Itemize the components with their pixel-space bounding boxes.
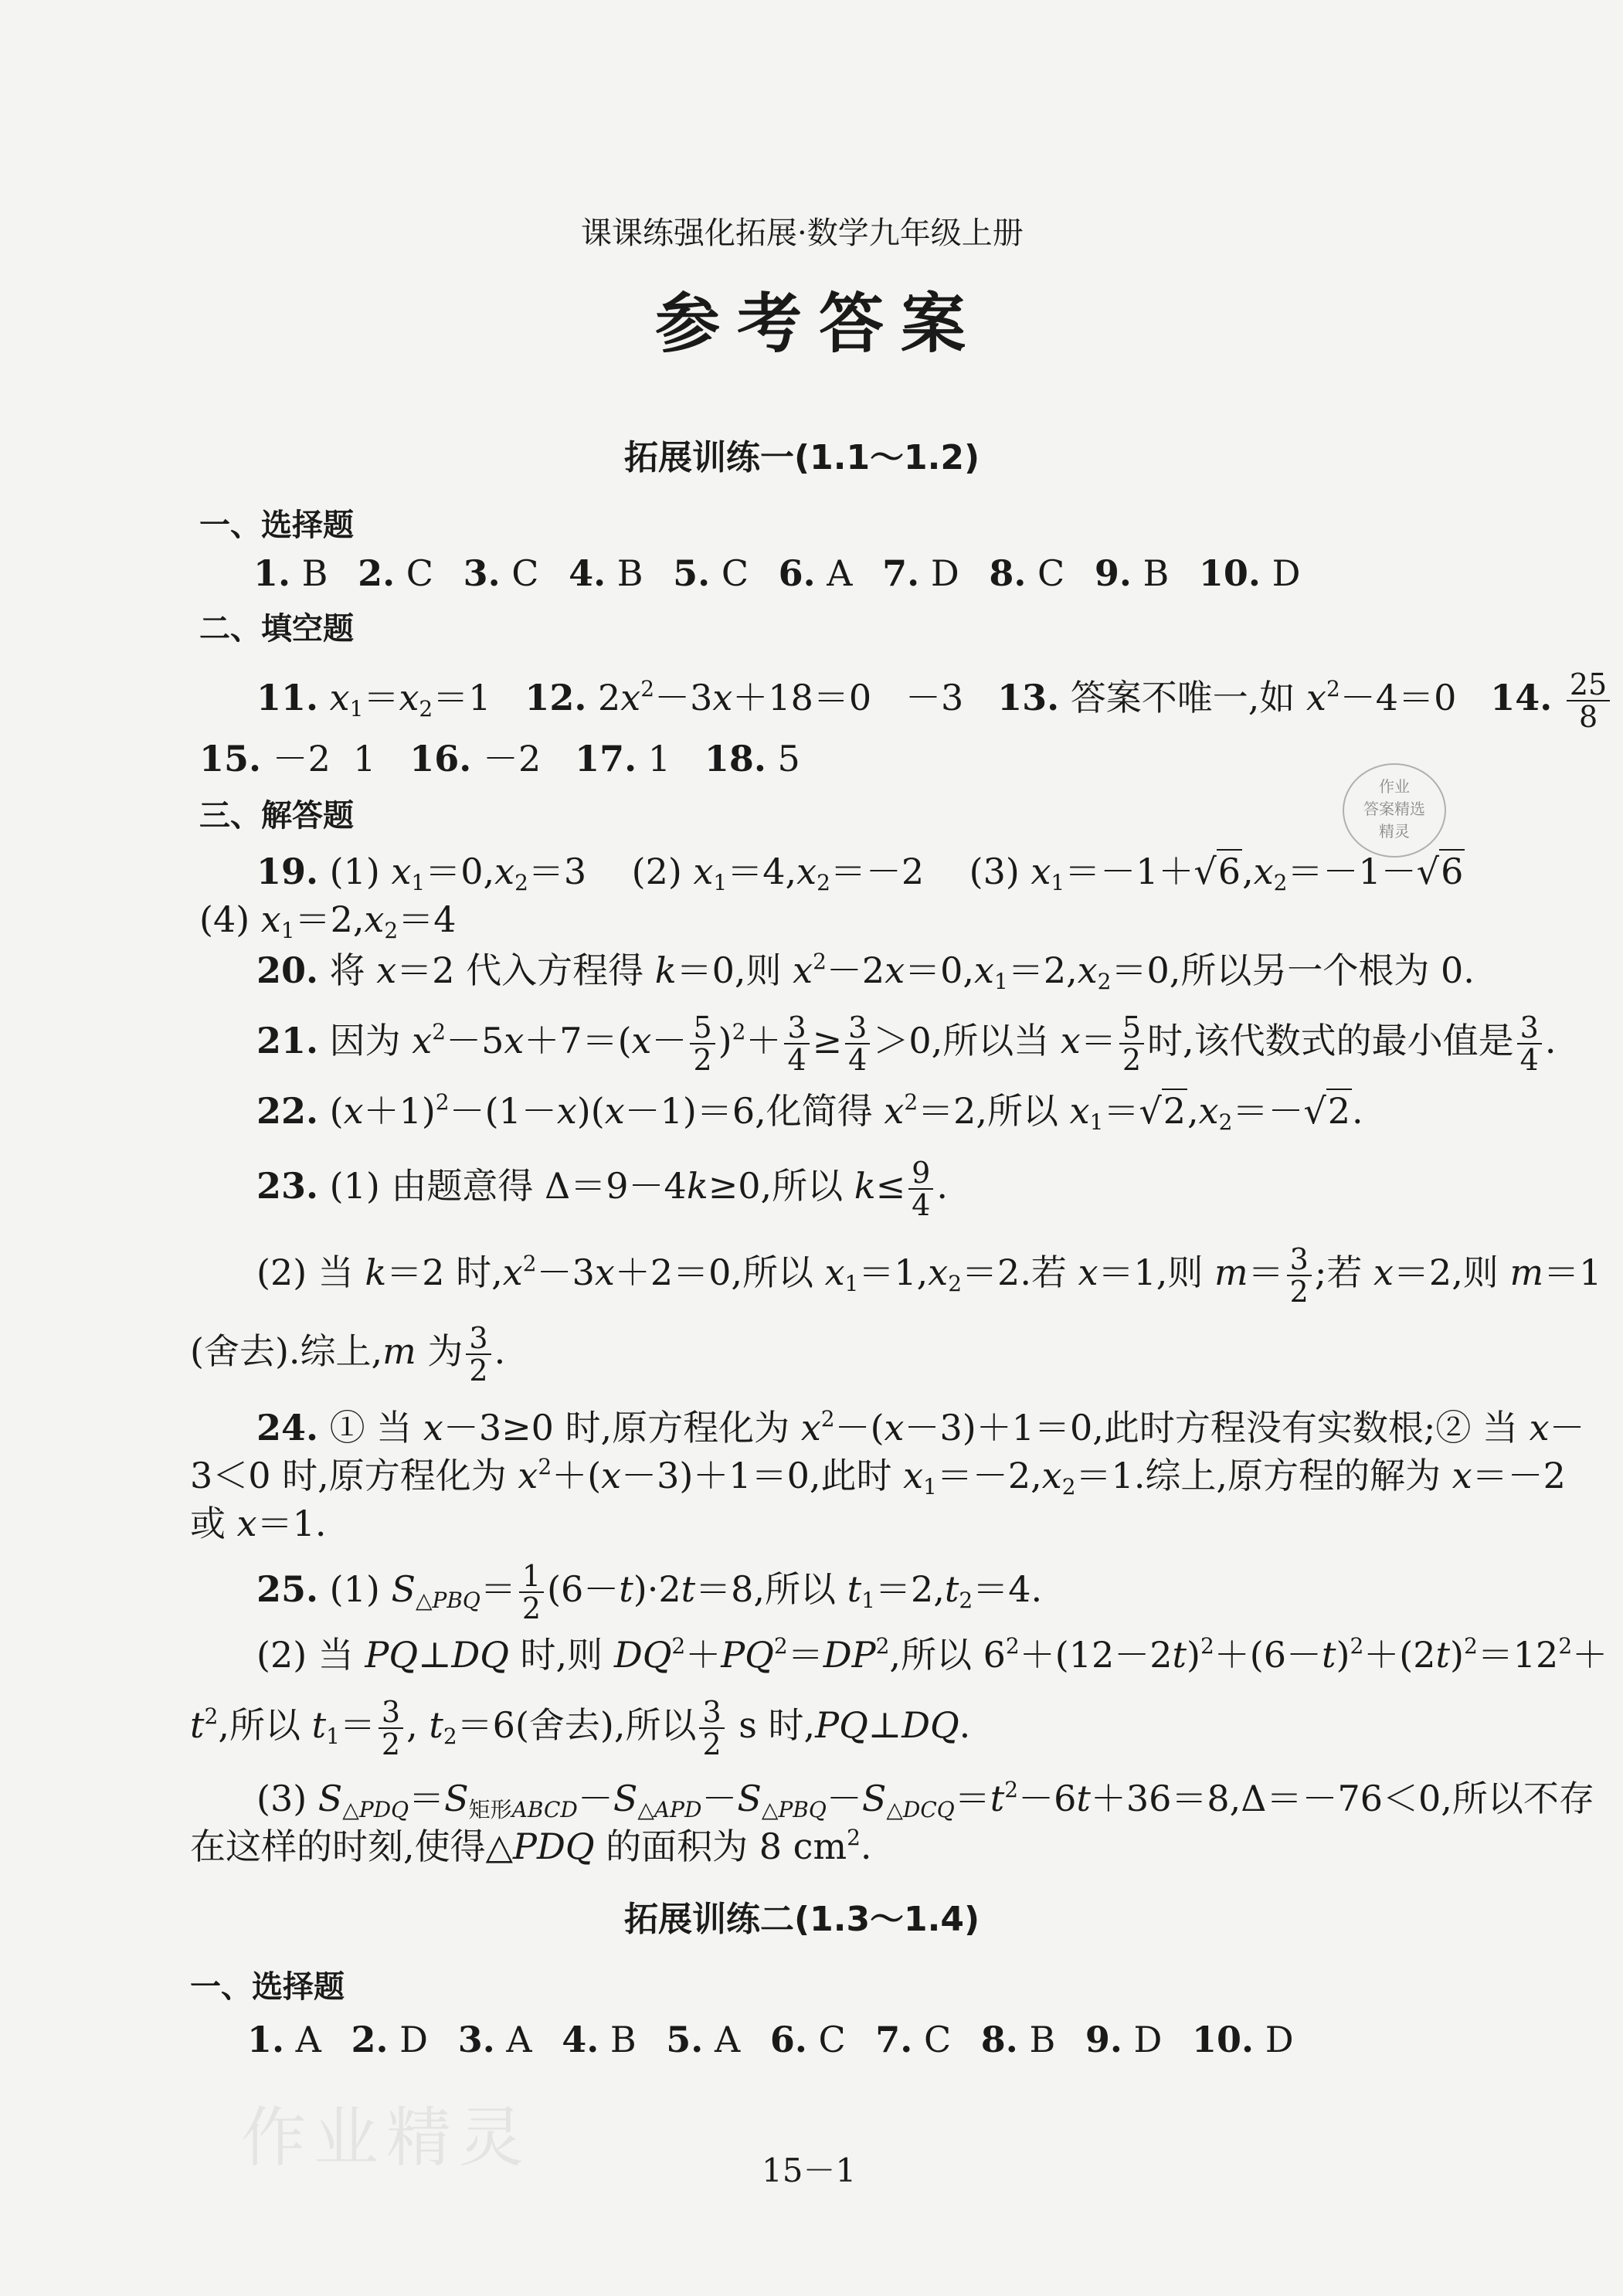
page-number: 15－1 bbox=[762, 2152, 857, 2189]
answer-24-cont: 3＜0 时,原方程化为 $x^2+(x-3)+1=0$,此时 $x_1=-2,x_2=1$.综上,原方程的解为 x＝－2 bbox=[190, 1454, 1566, 1500]
answer-item: 9. B bbox=[1094, 552, 1170, 594]
answer-item: 10. D bbox=[1192, 2019, 1294, 2060]
answer-item: 10. D bbox=[1198, 552, 1301, 594]
answer-19-4: (4) $x_1=2,x_2=4$ bbox=[199, 898, 457, 943]
answer-item: 2. C bbox=[358, 552, 433, 594]
heading-solve: 三、解答题 bbox=[199, 798, 354, 834]
answer-item: 5. C bbox=[673, 552, 749, 594]
answer-item: 8. C bbox=[989, 552, 1065, 594]
answer-item: 1. B bbox=[253, 552, 328, 594]
section-title: 拓展训练一(1.1～1.2) bbox=[624, 438, 980, 477]
fill-row-1: 11. $x_1=x_2=1$ 12. $2x^2-3x+18=0 -3$ 13. 答案不唯一,如 $x^2-4=0$ 14. $\frac{25}{8}$ bbox=[256, 669, 1613, 732]
answer-item: 7. D bbox=[882, 552, 959, 594]
answer-25-2: (2) 当 PQ⊥DQ 时,则 $DQ^2+PQ^2=DP^2$,所以 $6^2+(12-2t)^2+(6-t)^2+(2t)^2=12^2+$ bbox=[256, 1633, 1608, 1676]
answer-item: 7. C bbox=[875, 2019, 952, 2060]
answer-23-1: 23. (1) 由题意得 Δ＝9－4k≥0,所以 k≤ $\frac{9}{4}$ . bbox=[256, 1156, 948, 1222]
answer-item: 5. A bbox=[666, 2019, 741, 2060]
fill-row-2: 15. －2 1 16. －2 17. 1 18. 5 bbox=[199, 738, 800, 779]
page-title: 参考答案 bbox=[655, 285, 983, 362]
answer-item: 4. B bbox=[569, 552, 643, 594]
answer-21: 21. 因为 $x^2-5x+7=(x-$ $\frac{5}{2}$ )$^2$＋ $\frac{3}{4}$ ≥ $\frac{3}{4}$ ＞0,所以当 x＝ $\frac{5}{2}$ 时,该代数式的最小值是 $\frac{3}{4}$ . bbox=[256, 1010, 1557, 1077]
watermark: 作业精灵 bbox=[241, 2100, 532, 2175]
section-title-2: 拓展训练二(1.3～1.4) bbox=[624, 1900, 980, 1939]
answer-item: 6. A bbox=[778, 552, 853, 594]
answer-item: 3. A bbox=[457, 2019, 532, 2060]
subtitle: 课课练强化拓展·数学九年级上册 bbox=[581, 216, 1024, 251]
answer-19: 19. (1) $x_1=0,x_2=3$ (2) $x_1=4,x_2=-2$ (3) $x_1=-1+√6,x_2=-1-√6$ bbox=[256, 851, 1464, 895]
answer-item: 1. A bbox=[247, 2019, 321, 2060]
answer-25-3-cont: 在这样的时刻,使得△PDQ 的面积为 8 $cm^2$. bbox=[190, 1825, 872, 1867]
answer-item: 4. B bbox=[562, 2019, 637, 2060]
answer-item: 9. D bbox=[1085, 2019, 1163, 2060]
answer-24: 24. ① 当 x－3≥0 时,原方程化为 $x^2-(x-3)+1=0$,此时方程没有实数根;② 当 x－ bbox=[256, 1406, 1585, 1449]
answer-23-2: (2) 当 k＝2 时$,x^2-3x+2=0$,所以 $x_1=1,x_2=2$.若 x＝1,则 m＝ $\frac{3}{2}$ ;若 x＝2,则 m＝1 bbox=[256, 1242, 1602, 1309]
choice-answers-2 bbox=[247, 2016, 1312, 2063]
choice-answers bbox=[253, 550, 1319, 596]
answer-20: 20. 将 x＝2 代入方程得 k＝0,则 $x^2-2x=0,x_1=2,x_2=0$,所以另一个根为 0. bbox=[256, 949, 1475, 994]
answer-25-3: (3) $S_{\triangle PDQ}=S_{矩形ABCD}-S_{\triangle APD}-S_{\triangle PBQ}-S_{\triangle DCQ}=t^2-6t+36=8,\Delta=-76<0$,所以不存 bbox=[256, 1777, 1594, 1822]
answer-25-2-cont: $t^2$,所以 $t_1=$ $\frac{3}{2}$ , $t_2=6$(舍去),所以 $\frac{3}{2}$ s 时,PQ⊥DQ. bbox=[190, 1695, 971, 1761]
answer-item: 6. C bbox=[769, 2019, 846, 2060]
heading-choice: 一、选择题 bbox=[199, 508, 354, 543]
answer-23-2-cont: (舍去).综上,m 为 $\frac{3}{2}$ . bbox=[190, 1321, 506, 1387]
heading-choice-2: 一、选择题 bbox=[190, 1969, 345, 2005]
answer-item: 3. C bbox=[463, 552, 539, 594]
answer-24-cont2: 或 x＝1. bbox=[190, 1503, 327, 1544]
heading-fill: 二、填空题 bbox=[199, 611, 354, 647]
answer-22: 22. $(x+1)^2-(1-x)(x-1)=6$,化简得 $x^2=2$,所以 $x_1=√2,x_2=-√2$. bbox=[256, 1089, 1363, 1135]
answer-item: 8. B bbox=[980, 2019, 1056, 2060]
homework-stamp: 作业 答案精选 精灵 bbox=[1343, 763, 1446, 858]
answer-item: 2. D bbox=[351, 2019, 429, 2060]
answer-25-1: 25. (1) $S_{\triangle PBQ}=$ $\frac{1}{2}$ (6－t)·2t＝8,所以 $t_1=2,t_2=4$. bbox=[256, 1559, 1043, 1625]
